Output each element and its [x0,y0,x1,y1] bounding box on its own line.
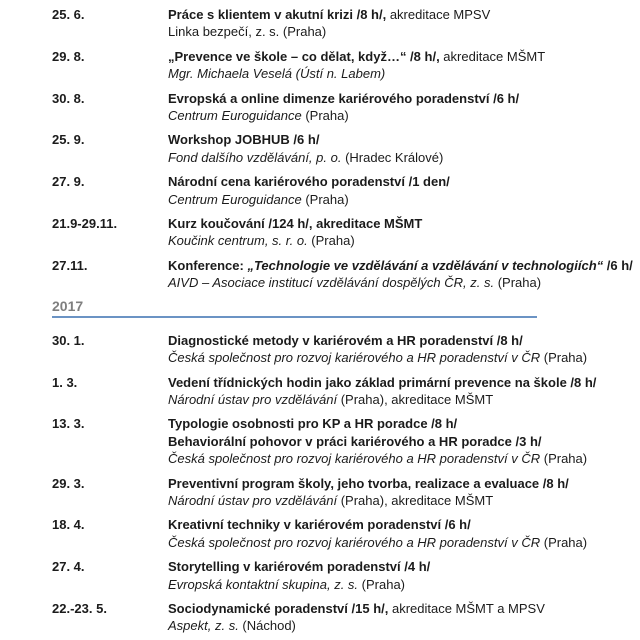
event-details [168,415,634,467]
text-segment: Linka bezpečí, z. s. (Praha) [168,24,327,40]
text-segment: Centrum Euroguidance [168,108,302,124]
event-details [168,332,634,367]
text-segment: (Praha), akreditace MŠMT [337,391,494,407]
event-date: 30. 8. [52,90,85,106]
text-segment: Koučink centrum, s. r. o. [168,233,308,249]
event-entry [52,516,634,551]
event-title-line [168,215,634,232]
text-segment: AIVD – Asociace institucí vzdělávání dospělých ČR, z. s. [168,275,495,291]
event-source-line [168,534,634,551]
text-segment: Diagnostické metody v kariérovém a HR poradenství /8 h/ [168,332,523,348]
event-details [168,48,634,83]
event-details [168,131,634,166]
text-segment: (Praha) [540,534,588,550]
text-segment: akreditace MŠMT a MPSV [388,600,545,616]
text-segment: Česká společnost pro rozvoj kariérového a HR poradenství v ČR [168,451,541,467]
text-segment: (Praha), akreditace MŠMT [337,492,494,508]
event-details [168,257,634,292]
event-title-line [168,332,634,349]
text-segment: (Praha) [358,576,406,592]
event-details [168,600,634,635]
text-segment: (Praha) [494,275,542,291]
event-source-line [168,349,634,366]
text-segment: Národní ústav pro vzdělávání [168,391,338,407]
text-segment: Konference: [168,257,248,273]
text-segment: Typologie osobnosti pro KP a HR poradce /8 h/ [168,416,458,432]
text-segment: Kreativní techniky v kariérovém poradenství /6 h/ [168,517,471,533]
text-segment: (Praha) [540,350,588,366]
event-entry [52,257,634,292]
event-source-line [168,450,634,467]
event-entry [52,6,634,41]
event-entry [52,415,634,467]
text-segment: Aspekt, z. s. [168,618,239,634]
event-date: 27. 9. [52,174,85,190]
event-date: 29. 3. [52,475,85,491]
event-source-line [168,391,634,408]
event-entry [52,173,634,208]
event-entry [52,90,634,125]
event-details [168,374,634,409]
event-entry [52,332,634,367]
text-segment: Národní ústav pro vzdělávání [168,492,338,508]
text-segment: akreditace MŠMT [439,48,546,64]
text-segment: Workshop JOBHUB /6 h/ [168,132,320,148]
event-title-line [168,516,634,533]
event-date: 21.9-29.11. [52,216,118,232]
event-entry [52,558,634,593]
event-source-line [168,149,634,166]
text-segment: Fond dalšího vzdělávání, p. o. [168,149,342,165]
event-entry [52,600,634,635]
text-segment: (Praha) [301,108,349,124]
event-source-line [168,65,634,82]
text-segment: Evropská kontaktní skupina, z. s. [168,576,359,592]
event-source-line [168,23,634,40]
event-date: 27. 4. [52,559,85,575]
event-title-line [168,558,634,575]
text-segment: Práce s klientem v akutní krizi /8 h/, [168,7,387,22]
event-date: 25. 9. [52,132,85,148]
event-entry [52,48,634,83]
event-date: 27.11. [52,257,88,273]
text-segment: /6 h/ [603,257,633,273]
text-segment: (Praha) [301,191,349,207]
event-entry [52,131,634,166]
event-title-line [168,475,634,492]
event-date: 13. 3. [52,416,85,432]
event-date: 25. 6. [52,7,85,22]
event-source-line [168,191,634,208]
event-date: 30. 1. [52,332,85,348]
event-title-line [168,6,634,23]
event-entry [52,475,634,510]
text-segment: Storytelling v kariérovém poradenství /4 h/ [168,559,431,575]
event-title-line [168,415,634,432]
text-segment: Preventivní program školy, jeho tvorba, realizace a evaluace /8 h/ [168,475,569,491]
text-segment: Evropská a online dimenze kariérového poradenství /6 h/ [168,90,520,106]
text-segment: Česká společnost pro rozvoj kariérového a HR poradenství v ČR [168,350,541,366]
event-source-line [168,107,634,124]
event-details [168,215,634,250]
text-segment: Vedení třídnických hodin jako základ primární prevence na škole /8 h/ [168,374,597,390]
event-source-line [168,617,634,634]
event-source-line [168,492,634,509]
text-segment: Národní cena kariérového poradenství /1 den/ [168,174,450,190]
text-segment: „Technologie ve vzdělávání a vzdělávání v technologiích“ [247,257,604,273]
event-details [168,173,634,208]
event-title-line [168,173,634,190]
event-source-line [168,576,634,593]
event-entry [52,374,634,409]
event-title-line [168,374,634,391]
text-segment: Behaviorální pohovor v práci kariérového a HR poradce /3 h/ [168,433,542,449]
text-segment: (Praha) [540,451,588,467]
text-segment: Kurz koučování /124 h/, akreditace MŠMT [168,216,423,232]
event-source-line [168,232,634,249]
text-segment: (Náchod) [238,618,296,634]
event-details [168,6,634,41]
event-source-line [168,274,634,291]
event-title-line [168,257,634,274]
text-segment: (Hradec Králové) [341,149,444,165]
event-title-line [168,90,634,107]
text-segment: (Praha) [307,233,355,249]
text-segment: Mgr. Michaela Veselá (Ústí n. Labem) [168,66,386,82]
event-title-line [168,433,634,450]
event-date: 22.-23. 5. [52,600,107,616]
event-title-line [168,131,634,148]
event-details [168,558,634,593]
event-date: 18. 4. [52,517,85,533]
section-heading-year: 2017 [52,299,537,318]
event-details [168,90,634,125]
text-segment: Česká společnost pro rozvoj kariérového a HR poradenství v ČR [168,534,541,550]
event-date: 29. 8. [52,48,85,64]
text-segment: „Prevence ve škole – co dělat, když…“ /8 h/, [168,48,440,64]
event-details [168,516,634,551]
document-section [52,6,634,292]
event-date: 1. 3. [52,374,78,390]
event-title-line [168,600,634,617]
document-section [52,299,634,635]
document-body [52,6,634,635]
text-segment: Sociodynamické poradenství /15 h/, [168,600,389,616]
event-entry [52,215,634,250]
event-title-line [168,48,634,65]
text-segment: Centrum Euroguidance [168,191,302,207]
text-segment: akreditace MPSV [386,7,491,22]
event-details [168,475,634,510]
